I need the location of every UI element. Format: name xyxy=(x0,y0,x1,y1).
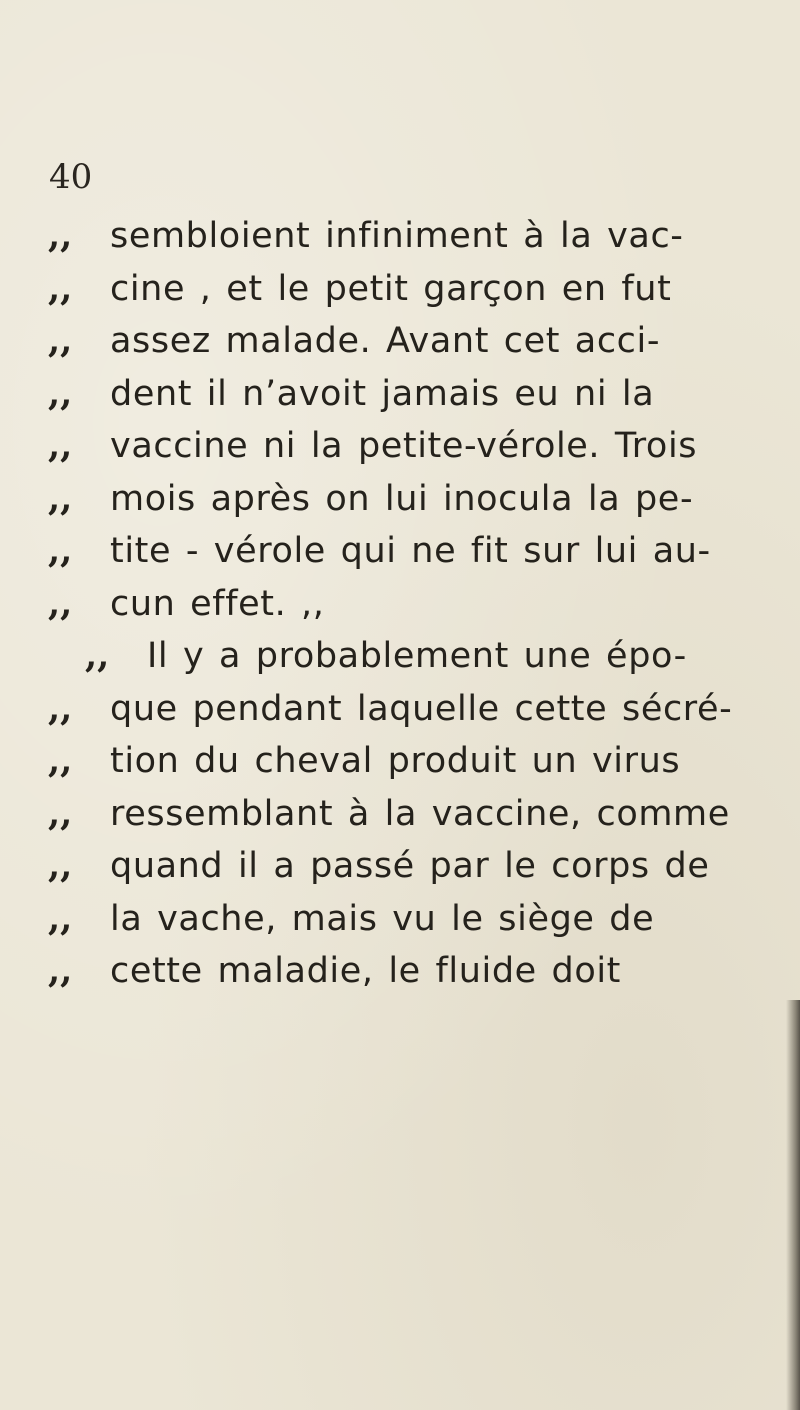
line-text: tion du cheval produit un virus xyxy=(110,741,681,781)
quote-mark: ,, xyxy=(48,320,73,361)
text-line-7 xyxy=(48,525,778,578)
line-text: tite - vérole qui ne fit sur lui au- xyxy=(110,531,711,571)
line-text: sembloient infiniment à la vac- xyxy=(110,216,684,256)
line-text: vaccine ni la petite-vérole. Trois xyxy=(110,426,698,466)
line-text: cine , et le petit garçon en fut xyxy=(110,268,672,309)
line-text: dent il n’avoit jamais eu ni la xyxy=(110,373,655,414)
line-text: assez malade. Avant cet acci- xyxy=(110,321,661,361)
text-line-11 xyxy=(48,735,778,788)
text-line-12 xyxy=(48,788,778,841)
quote-mark: ,, xyxy=(48,687,73,729)
text-line-15 xyxy=(48,945,778,998)
quote-mark: ,, xyxy=(48,845,73,886)
line-text: mois après on lui inocula la pe- xyxy=(110,478,694,519)
text-line-13 xyxy=(48,840,778,893)
line-text: que pendant laquelle cette sécré- xyxy=(110,688,733,729)
line-text: cette maladie, le fluide doit xyxy=(110,951,622,991)
text-line-9 xyxy=(48,630,778,683)
quote-mark: ,, xyxy=(48,950,73,991)
quote-mark: ,, xyxy=(48,215,73,256)
text-line-1 xyxy=(48,210,778,263)
text-line-6 xyxy=(48,473,778,526)
body-text xyxy=(48,210,778,998)
quote-mark: ,, xyxy=(48,897,73,939)
line-text: Il y a probablement une épo- xyxy=(147,636,687,676)
quote-mark: ,, xyxy=(48,582,73,624)
quote-mark: ,, xyxy=(48,477,73,519)
text-line-8 xyxy=(48,578,778,631)
text-line-3 xyxy=(48,315,778,368)
text-line-4 xyxy=(48,368,778,421)
quote-mark: ,, xyxy=(48,740,73,781)
quote-mark: ,, xyxy=(48,267,73,309)
quote-mark: ,, xyxy=(48,530,73,571)
text-line-14 xyxy=(48,893,778,946)
line-text: ressemblant à la vaccine, comme xyxy=(110,793,730,834)
quote-mark: ,, xyxy=(85,635,110,676)
line-text: quand il a passé par le corps de xyxy=(110,846,710,886)
page-number: 40 xyxy=(49,157,93,197)
quote-mark: ,, xyxy=(48,792,73,834)
text-line-5 xyxy=(48,420,778,473)
line-text: cun effet. ,, xyxy=(110,583,325,624)
text-line-10 xyxy=(48,683,778,736)
quote-mark: ,, xyxy=(48,372,73,414)
line-text: la vache, mais vu le siège de xyxy=(110,898,655,939)
text-line-2 xyxy=(48,263,778,316)
quote-mark: ,, xyxy=(48,425,73,466)
page-edge-shadow xyxy=(786,1000,800,1410)
